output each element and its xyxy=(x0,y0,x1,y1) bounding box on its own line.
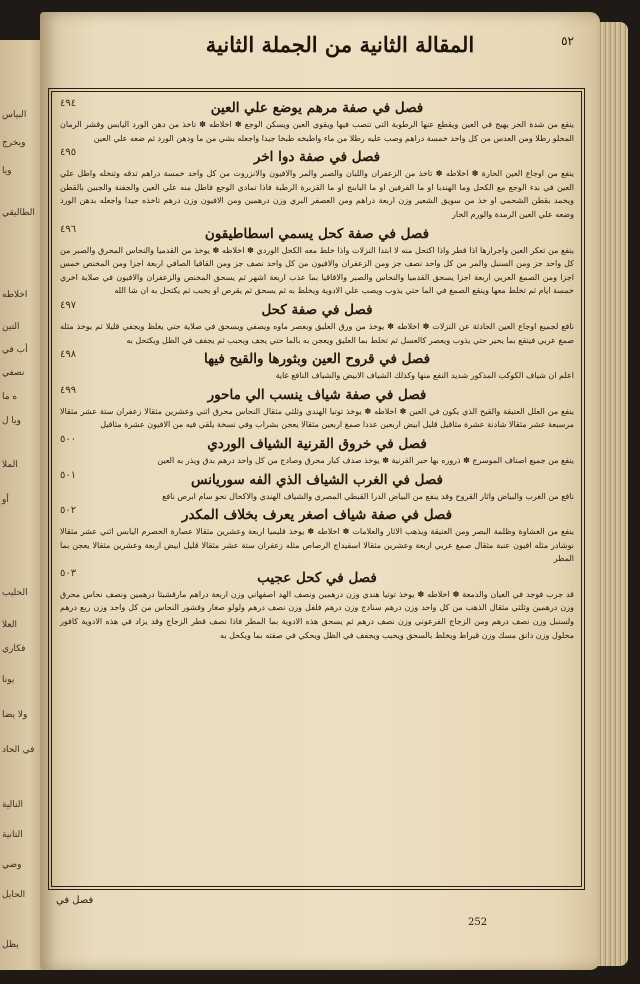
left-page-fragment: الحليب xyxy=(2,588,28,598)
section-500 xyxy=(56,432,578,468)
section-body: ينفع من جميع اصناف الموسرج ✽ ذروره بها حبر القرنية ✽ يوخذ صدف كبار محرق وصادج من كل واحد درهم بدق ويذر به العين xyxy=(157,455,574,465)
section-number: ٤٩٤ xyxy=(60,98,77,109)
left-page-fragment: النالية xyxy=(2,800,23,810)
section-number: ٤٩٧ xyxy=(60,299,77,311)
left-page-fragment: أب في xyxy=(2,345,28,355)
left-page-fragment: الحايل xyxy=(2,890,26,900)
section-495 xyxy=(56,145,578,221)
left-page-fragment: ويا ل xyxy=(2,416,21,426)
section-body: ينفع من تعكر العين واجرارها اذا قطر واذا اكتحل منه لا ابتدا النزلات واذا خلط معه الكحل الوردي ✽ اخلاطه ✽ يوخذ من القدميا والنحاس المحرق والصبر من كل واحد جز ومن السنبل والمر من كل واحد نصف جز ومن الزعفران والافيون من كل واحد نصف جز ومن القاقيا الصافي اربعة اجزا ومن المخنص خمس اجزا ومن الصمغ العربي اربعة اجزا يسحق القدميا والنحاس والصبر والاقاقيا بما عذب اربعة اشهر ثم يسحق المخنص والزعفران والافيون في صلاية اخري خمسة ايام ثم تخلط معها وينقع الصمغ في الما حتي يذوب ويصب علي الادوية ويخلط به ثم يسحق ثم يقرص او يحبب ثم يكتحل به ان شا الله xyxy=(60,245,574,296)
section-body: اعلم ان شياف الكوكب المذكور شديد النفع منها وكذلك الشياف الابيض والشياف النافع غاية xyxy=(275,371,574,381)
left-page-fragment: العلا xyxy=(2,620,17,630)
page-footer xyxy=(48,893,583,928)
left-page-fragment: الطاليقي xyxy=(2,208,35,218)
section-body: ينفع من العلل العتيقة والقيح الذي يكون في العين ✽ اخلاطه ✽ يوخذ توتيا الهندي وثلثي مثقال النحاس محرق اثني وعشرين مثقالا زعفران ستة عشر مثقالا مرسبعة عشر مثقالا شادنة عشرة مثاقيل قليل ابيض اربعين عددا صمغ اربعين مثقالا يعجن بشراب وفي نسخة يلقي فيه من الافيون عشرة مثاقيل xyxy=(60,406,574,430)
running-title: المقالة الثانية من الجملة الثانية xyxy=(205,32,475,57)
left-page-fragment: يظل xyxy=(2,940,19,950)
left-page-fragment: يونا xyxy=(2,675,15,685)
left-page-fragment: ولا يضا xyxy=(2,710,28,720)
section-number: ٥٠٢ xyxy=(60,505,77,517)
page-header xyxy=(70,22,580,66)
section-number: ٤٩٥ xyxy=(60,147,77,159)
page-stack-edge xyxy=(598,22,628,966)
left-page-fragment: فكاري xyxy=(2,644,26,654)
section-title: فصل في صفة شياف ينسب الي ماحور xyxy=(207,386,427,403)
section-501 xyxy=(56,468,578,504)
left-page-fragment: الملا xyxy=(2,460,18,470)
text-block xyxy=(56,96,578,886)
section-494 xyxy=(56,96,578,145)
section-body: ينفع من شدة الحر يهيج في العين ويقطع عنها الرطوبة التي تنصب فيها ويقوي العين ويسكن الوجع ✽ اخلاطه ✽ تاخذ من دهن الورد اليابس وقشر الرمان المحلو رطلا ومن العدس من كل واحد خمسة دراهم وصب عليه رطلا من ماء واطبخه طبخا جيدا واجعله بشي من ما ودهن الورد ثم ضعه علي العين xyxy=(60,120,574,143)
section-number: ٤٩٦ xyxy=(60,223,77,235)
section-title: فصل في قروح العين وبثورها والقيح فيها xyxy=(203,351,431,368)
section-number: ٥٠٣ xyxy=(60,567,77,579)
section-number: ٥٠١ xyxy=(60,469,77,481)
section-496 xyxy=(56,222,578,298)
section-body: نافع من الغرب والبياض واثار القروح وقد ينفع من البياض الدرا القبطي المصري والشياف الهندي والاكحال نحو سام ابرص نافع xyxy=(162,491,574,501)
left-page-fragment: التانية xyxy=(2,830,23,840)
section-title: فصل في خروق القرنية الشياف الوردي xyxy=(207,435,427,452)
section-number: ٥٠٠ xyxy=(60,433,77,445)
section-title: فصل في صفة كحل xyxy=(261,301,373,318)
section-body: قد جرب فوجد في العيان والدمعة ✽ اخلاطه ✽ يوخذ توتيا هندي وزن درهمين ونصف الهد اصفهاني وزن اربعة دراهم مارقشيثا درهمين ونصف نحاس محرق وزن درهمين وثلثي مثقال الذهب من كل واحد وزن درهم سنادج وزن درهم فلفل وزن نصف درهم ولولو صغار وقشور النحاس من كل واحد وزن ربع درهم ولسنبل وزن نصف درهم ومن الزجاج الفرعوني وزن نصف درهم ثم يسحق هذه الادوية بما المطر فاذا نصف قطر الزجاج وقد يزاد في هذه الادوية كافور محلول وزن دانق مسك وزن قيراط ويخلط بالسحق ويحبب ويجفف في الظل ويحكي في صفته بما ويكحل به xyxy=(60,589,574,640)
folio-number: 252 xyxy=(468,917,488,928)
left-page-fragment: اخلاطه xyxy=(2,290,28,300)
catchword: فصل في xyxy=(56,895,94,906)
left-page-fragment: التين xyxy=(2,322,20,332)
section-title: فصل في صفة دوا اخر xyxy=(253,149,381,166)
section-498 xyxy=(56,347,578,383)
section-497 xyxy=(56,298,578,347)
page-number: ٥٢ xyxy=(561,34,574,48)
left-page-fragment: ويخرج xyxy=(2,138,26,148)
section-body: ينفع من اوجاع العين الحارة ✽ اخلاطه ✽ تاخذ من الزعفران واللبان والصبر والمر والافيون والانزروت من كل واحد خمسة دراهم تدقه وتنخله واطل علي العين في بدء الوجع مع الكحل وما الهندبا او ما الفرفين او ما البابنج او ما القزبرة الرطبة فاذا تمادي الوجع فاطل منه علي العين والجفنة والجبين بالقطن ويخمد بقطن الشحمي او خذ من سويق الشعير وزن اربعة دراهم ومن العصفر البري وزن درهمين ومن الافيون وزن درهم تاخذه جيدا واجعله بدهن الورد وضعه علي العين الرمدة والورم الحار xyxy=(60,169,574,219)
section-502 xyxy=(56,503,578,566)
section-title: فصل في الغرب الشياف الذي الفه سوريانس xyxy=(190,471,443,488)
section-title: فصل في صفة كحل يسمي اسطاطيقون xyxy=(204,225,430,242)
section-title: فصل في كحل عجيب xyxy=(257,569,377,586)
left-page-fragment: نصفي xyxy=(2,368,25,378)
section-body: ينفع من الغشاوة وظلمة البصر ومن العتيقة ويذهب الاثار والعلامات ✽ اخلاطه ✽ يوخذ قليميا اربعة وعشرين مثقالا عصارة الحصرم اليابس اثني عشر مثقالا نوشادر مثله افيون عنبة مثقال صمغ عربي اربعة وعشرين مثقالا اسفيداج الرصاص مثله زعفران ستة عشر مثقالا قليل ابيض اربعة وعشرين مثقالا يعجن بما المطر xyxy=(60,527,574,564)
section-503 xyxy=(56,566,578,642)
left-page-fragment: في الحاد xyxy=(2,745,35,755)
left-page-fragment: البياس xyxy=(2,110,27,120)
left-page-fragment: ويا xyxy=(2,166,12,176)
section-body: نافع لجميع اوجاع العين الحادثة عن النزلات ✽ اخلاطه ✽ يوخذ من ورق العليق وبعصر ماوه ويصفي ويسحق في صلاية حتي يغلظ ويجفي قليلا ثم يوخذ مثله صمغ عربي فينقع بما يحير حتي يذوب ويعصر كالعسل ثم تخلط بما العليق ويعجن به بالما حتي يجف ويحبب ثم يجفف في الظل ويكتحل به xyxy=(60,321,574,345)
left-page-fragment: أو xyxy=(2,495,9,505)
section-number: ٤٩٩ xyxy=(60,384,77,396)
left-page-fragment: ه ما xyxy=(2,392,18,402)
section-title: فصل في صفة شياف اصغر يعرف بخلاف المكدر xyxy=(181,507,453,524)
section-title: فصل في صفة مرهم يوضع علي العين xyxy=(210,100,424,116)
section-499 xyxy=(56,383,578,432)
left-page-fragment: وضي xyxy=(2,860,22,870)
section-number: ٤٩٨ xyxy=(60,349,77,361)
